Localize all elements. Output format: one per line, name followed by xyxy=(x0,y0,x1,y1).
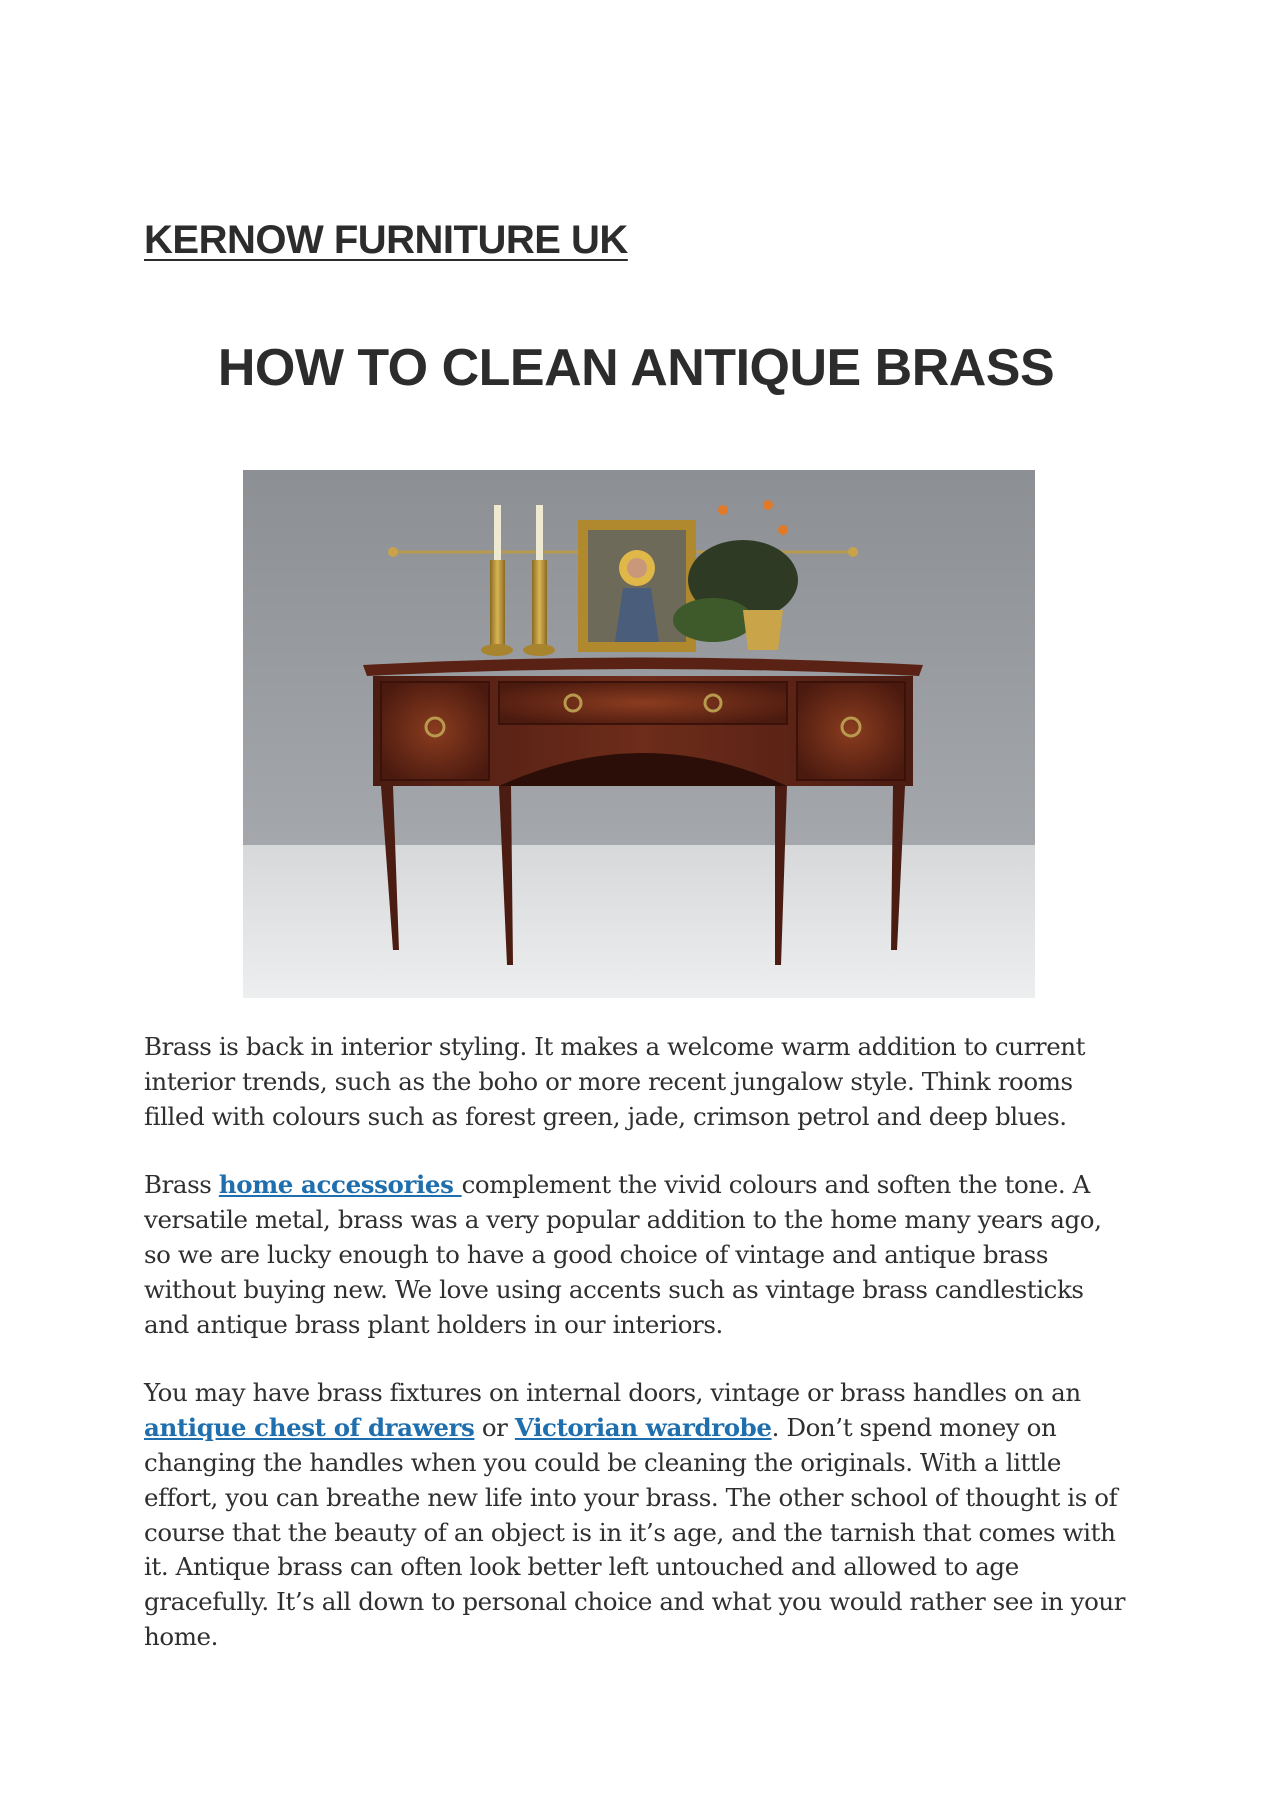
paragraph-text: . Don’t spend money on changing the handles when you could be cleaning the originals. With a little effort, you can breathe new life into your brass. The other school of thought is of course that the beauty of an object is in it’s age, and the tarnish that comes with it. Antique brass can often look better left untouched and allowed to age gracefully. It’s all down to personal choice and what you would rather see in your home. xyxy=(144,1413,1126,1651)
home-accessories-link[interactable]: home accessories xyxy=(218,1170,462,1200)
sideboard-photo xyxy=(243,470,1035,998)
victorian-wardrobe-link[interactable]: Victorian wardrobe xyxy=(514,1413,772,1443)
paragraph-fixtures xyxy=(144,1376,1134,1654)
paragraph-text: Brass xyxy=(144,1170,219,1200)
paragraph-intro: Brass is back in interior styling. It makes a welcome warm addition to current interior trends, such as the boho or more recent jungalow style. Think rooms filled with colours such as forest green, jade, crimson petrol and deep blues. xyxy=(144,1032,1086,1131)
paragraph-text: complement the vivid colours and soften the tone. A versatile metal, brass was a very popular addition to the home many years ago, so we are lucky enough to have a good choice of vintage and antique brass without buying new. We love using accents such as vintage brass candlesticks and antique brass plant holders in our interiors. xyxy=(144,1170,1102,1339)
paragraph-text: or xyxy=(474,1413,515,1443)
article-title: HOW TO CLEAN ANTIQUE BRASS xyxy=(217,339,1055,397)
paragraph-text: You may have brass fixtures on internal doors, vintage or brass handles on an xyxy=(144,1378,1081,1408)
paragraph-accessories xyxy=(144,1168,1134,1342)
article-body xyxy=(144,1030,1134,1689)
antique-chest-of-drawers-link[interactable]: antique chest of drawers xyxy=(144,1413,475,1443)
site-title: KERNOW FURNITURE UK xyxy=(144,218,628,262)
